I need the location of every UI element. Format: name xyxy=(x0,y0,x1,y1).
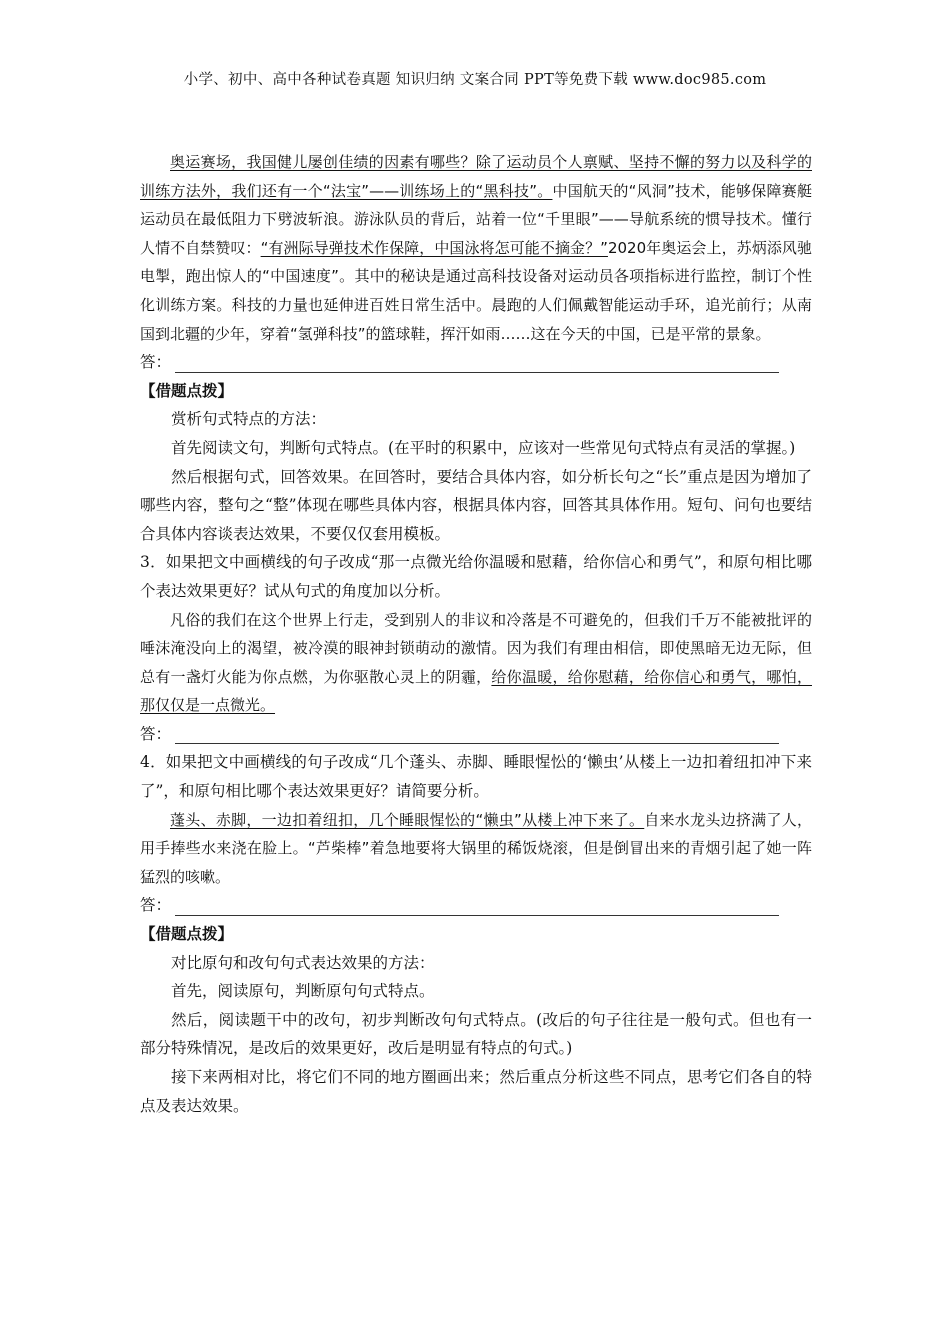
tip-heading: 【借题点拨】 xyxy=(140,924,234,944)
tip-line: 首先阅读文句，判断句式特点。(在平时的积累中，应该对一些常见句式特点有灵活的掌握。) xyxy=(171,438,796,457)
answer-blank[interactable] xyxy=(175,726,779,744)
answer-blank[interactable] xyxy=(175,355,779,373)
underlined-sentence: 给你温暖，给你慰藉，给你信心和勇气，哪怕，那仅仅是一点微光。 xyxy=(140,667,812,715)
document-body xyxy=(140,148,812,1120)
passage-text: 凡俗的我们在这个世界上行走，受到别人的非议和冷落是不可避免的，但我们千万不能被批评的唾沫淹没向上的渴望，被冷漠的眼神封锁萌动的激情。因为我们有理由相信，即使黑暗无边无际，但总有一盏灯火能为你点燃，为你驱散心灵上的阴霾， xyxy=(140,610,812,686)
passage-1 xyxy=(140,148,812,348)
tip-line: 接下来两相对比，将它们不同的地方圈画出来；然后重点分析这些不同点，思考它们各自的特点及表达效果。 xyxy=(140,1068,812,1115)
tip-line: 赏析句式特点的方法： xyxy=(171,410,327,429)
passage-text: 2020年奥运会上，苏炳添风驰电掣，跑出惊人的“中国速度”。其中的秘诀是通过高科技设备对运动员各项指标进行监控，制订个性化训练方案。科技的力量也延伸进百姓日常生活中。晨跑的人们佩戴智能运动手环，追光前行；从南国到北疆的少年，穿着“氢弹科技”的篮球鞋，挥汗如雨……这在今天的中国，已是平常的景象。 xyxy=(140,238,812,343)
underlined-sentence: 蓬头、赤脚，一边扣着纽扣，几个睡眼惺忪的“懒虫”从楼上冲下来了。 xyxy=(170,810,645,829)
passage-text: 自来水龙头边挤满了人，用手捧些水来浇在脸上。“芦柴棒”着急地要将大锅里的稀饭烧滚，但是倒冒出来的青烟引起了她一阵猛烈的咳嗽。 xyxy=(140,810,812,886)
answer-label: 答： xyxy=(140,896,172,915)
passage-q3 xyxy=(140,606,812,720)
answer-line xyxy=(140,891,812,920)
page-header: 小学、初中、高中各种试卷真题 知识归纳 文案合同 PPT等免费下载 www.doc985.com xyxy=(183,72,767,88)
tip-line: 首先，阅读原句，判断原句句式特点。 xyxy=(171,982,435,1001)
question-3: 3．如果把文中画横线的句子改成“那一点微光给你温暖和慰藉，给你信心和勇气”，和原句相比哪个表达效果更好？试从句式的角度加以分析。 xyxy=(140,553,812,600)
question-4: 4．如果把文中画横线的句子改成“几个蓬头、赤脚、睡眼惺忪的‘懒虫’从楼上一边扣着纽扣冲下来了”，和原句相比哪个表达效果更好？请简要分析。 xyxy=(140,753,812,801)
answer-blank[interactable] xyxy=(175,898,779,916)
tip-heading: 【借题点拨】 xyxy=(140,380,234,400)
answer-label: 答： xyxy=(140,353,172,372)
underlined-sentence: 奥运赛场，我国健儿屡创佳绩的因素有哪些？除了运动员个人禀赋、坚持不懈的努力以及科学的训练方法外，我们还有一个“法宝”——训练场上的“黑科技”。 xyxy=(140,153,812,200)
answer-label: 答： xyxy=(140,724,172,743)
tip-line: 然后，阅读题干中的改句，初步判断改句句式特点。(改后的句子往往是一般句式。但也有一部分特殊情况，是改后的效果更好，改后是明显有特点的句式。) xyxy=(140,1010,812,1058)
answer-line xyxy=(140,720,812,749)
passage-q4 xyxy=(140,806,812,892)
tip-line: 然后根据句式，回答效果。在回答时，要结合具体内容，如分析长句之“长”重点是因为增加了哪些内容，整句之“整”体现在哪些具体内容，根据具体内容，回答其具体作用。短句、问句也要结合具体内容谈表达效果，不要仅仅套用模板。 xyxy=(140,467,812,543)
underlined-sentence: “有洲际导弹技术作保障，中国泳将怎可能不摘金？” xyxy=(260,238,608,257)
answer-line xyxy=(140,348,812,377)
tip-line: 对比原句和改句句式表达效果的方法： xyxy=(171,953,435,972)
passage-text: 中国航天的“风洞”技术，能够保障赛艇运动员在最低阻力下劈波斩浪。游泳队员的背后，站着一位“千里眼”——导航系统的惯导技术。懂行人情不自禁赞叹： xyxy=(140,181,812,257)
